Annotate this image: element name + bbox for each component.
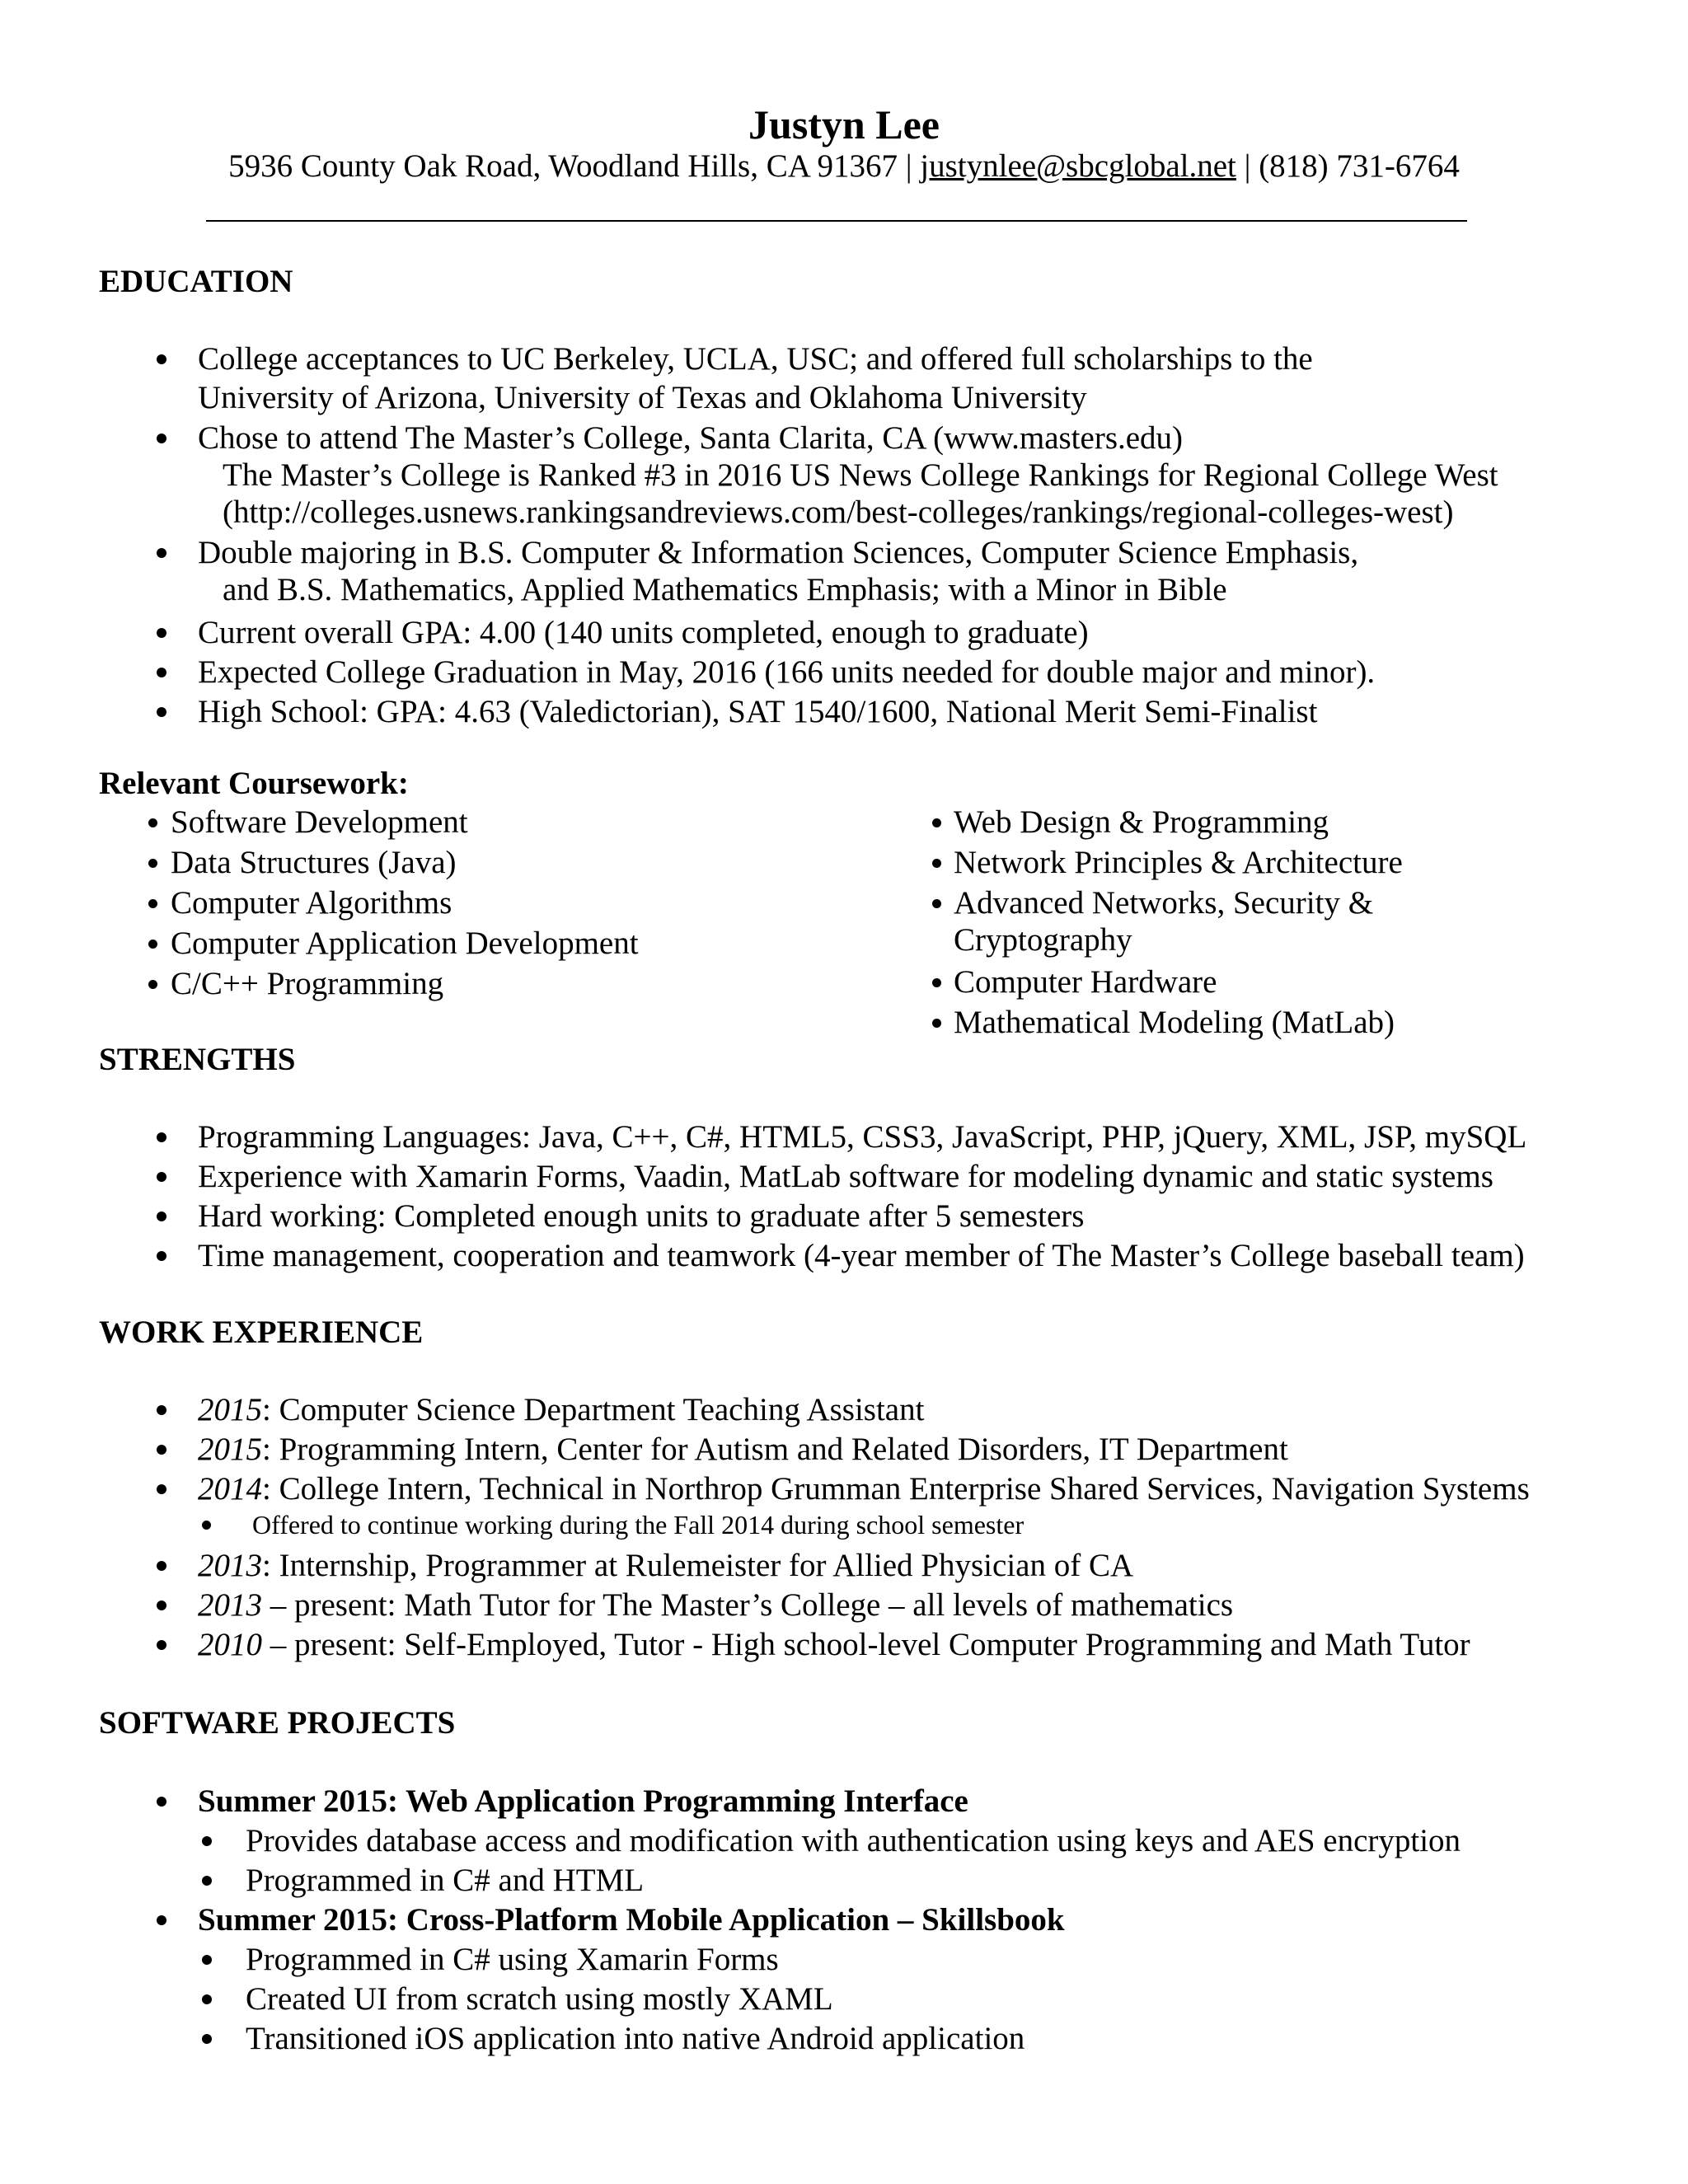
header-divider — [206, 220, 1467, 222]
coursework-item: Computer Hardware — [954, 964, 1217, 1000]
project-detail: Created UI from scratch using mostly XAML — [246, 1981, 833, 2017]
bullet-icon — [157, 1405, 166, 1415]
bullet-icon — [157, 1212, 166, 1221]
work-text: : Programming Intern, Center for Autism and Related Disorders, IT Department — [262, 1432, 1288, 1467]
education-item-cont: (http://colleges.usnews.rankingsandreviews.com/best-colleges/rankings/regional-colleges-west) — [223, 494, 1454, 530]
bullet-icon — [157, 628, 166, 638]
work-year: 2013 — [198, 1548, 262, 1583]
work-item — [198, 1430, 1288, 1469]
work-year: 2010 — [198, 1627, 262, 1662]
email-link[interactable]: justynlee@sbcglobal.net — [920, 148, 1236, 184]
bullet-icon — [157, 1445, 166, 1455]
bullet-icon — [148, 940, 157, 949]
coursework-item: Mathematical Modeling (MatLab) — [954, 1005, 1395, 1040]
strengths-heading: STRENGTHS — [99, 1042, 296, 1077]
education-item-cont: The Master’s College is Ranked #3 in 2016 US News College Rankings for Regional College West — [223, 457, 1498, 493]
work-year: 2014 — [198, 1471, 262, 1507]
project-detail: Programmed in C# using Xamarin Forms — [246, 1942, 779, 1977]
project-title: Summer 2015: Web Application Programming Interface — [198, 1783, 968, 1819]
bullet-icon — [932, 859, 941, 868]
work-year: 2015 — [198, 1392, 262, 1427]
phone-text: | (818) 731-6764 — [1236, 148, 1460, 184]
education-item-cont: University of Arizona, University of Texas and Oklahoma University — [198, 380, 1087, 415]
work-text: : Computer Science Department Teaching Assistant — [262, 1392, 925, 1427]
bullet-icon — [157, 1251, 166, 1261]
education-item: College acceptances to UC Berkeley, UCLA, USC; and offered full scholarships to the — [198, 341, 1313, 377]
work-item — [198, 1625, 1470, 1665]
bullet-icon — [157, 1132, 166, 1142]
work-item — [198, 1586, 1233, 1625]
bullet-icon — [202, 1955, 212, 1965]
bullet-icon — [932, 818, 941, 827]
work-year: 2015 — [198, 1432, 262, 1467]
education-item: Double majoring in B.S. Computer & Information Sciences, Computer Science Emphasis, — [198, 535, 1359, 570]
address-text: 5936 County Oak Road, Woodland Hills, CA 91367 | — [228, 148, 921, 184]
coursework-item: Web Design & Programming — [954, 804, 1329, 840]
bullet-icon — [148, 899, 157, 908]
bullet-icon — [202, 1876, 212, 1886]
education-item-cont: and B.S. Mathematics, Applied Mathematics Emphasis; with a Minor in Bible — [223, 572, 1227, 607]
coursework-item: Network Principles & Architecture — [954, 845, 1403, 880]
bullet-icon — [157, 434, 166, 443]
education-heading: EDUCATION — [99, 264, 293, 299]
strength-item: Programming Languages: Java, C++, C#, HTML5, CSS3, JavaScript, PHP, jQuery, XML, JSP, mySQL — [198, 1119, 1527, 1155]
bullet-icon — [157, 1915, 166, 1925]
bullet-icon — [148, 818, 157, 827]
projects-heading: SOFTWARE PROJECTS — [99, 1705, 456, 1741]
work-text: : College Intern, Technical in Northrop Grumman Enterprise Shared Services, Navigation Systems — [262, 1471, 1530, 1507]
bullet-icon — [932, 899, 941, 908]
education-item: Current overall GPA: 4.00 (140 units completed, enough to graduate) — [198, 615, 1089, 650]
work-heading: WORK EXPERIENCE — [99, 1315, 424, 1350]
bullet-icon — [202, 1994, 212, 2004]
bullet-icon — [202, 1836, 212, 1846]
strength-item: Hard working: Completed enough units to graduate after 5 semesters — [198, 1198, 1085, 1234]
bullet-icon — [148, 980, 157, 989]
bullet-icon — [148, 859, 157, 868]
resume-name: Justyn Lee — [748, 101, 940, 148]
project-detail: Programmed in C# and HTML — [246, 1863, 645, 1898]
work-subitem: Offered to continue working during the Fall 2014 during school semester — [252, 1510, 1025, 1540]
project-detail: Provides database access and modification with authentication using keys and AES encryption — [246, 1823, 1461, 1858]
education-item: High School: GPA: 4.63 (Valedictorian), SAT 1540/1600, National Merit Semi-Finalist — [198, 694, 1318, 729]
work-text: – present: Math Tutor for The Master’s College – all levels of mathematics — [262, 1587, 1234, 1623]
coursework-heading: Relevant Coursework: — [99, 766, 409, 801]
coursework-item: C/C++ Programming — [171, 966, 444, 1001]
education-item: Chose to attend The Master’s College, Santa Clarita, CA (www.masters.edu) — [198, 420, 1184, 456]
coursework-item: Data Structures (Java) — [171, 845, 457, 880]
bullet-icon — [157, 1640, 166, 1650]
coursework-item: Computer Algorithms — [171, 885, 452, 921]
bullet-icon — [932, 978, 941, 987]
coursework-item: Software Development — [171, 804, 468, 840]
coursework-item: Computer Application Development — [171, 926, 639, 961]
strength-item: Time management, cooperation and teamwork (4-year member of The Master’s College baseball team) — [198, 1238, 1525, 1273]
bullet-icon — [202, 2034, 212, 2044]
work-item — [198, 1546, 1133, 1586]
coursework-item-cont: Cryptography — [954, 922, 1132, 958]
coursework-item: Advanced Networks, Security & — [954, 885, 1374, 921]
project-title: Summer 2015: Cross-Platform Mobile Application – Skillsbook — [198, 1902, 1065, 1938]
bullet-icon — [202, 1521, 211, 1530]
work-text: – present: Self-Employed, Tutor - High school-level Computer Programming and Math Tutor — [262, 1627, 1470, 1662]
bullet-icon — [157, 548, 166, 558]
work-item — [198, 1390, 924, 1430]
education-item: Expected College Graduation in May, 2016 (166 units needed for double major and minor). — [198, 654, 1376, 690]
bullet-icon — [157, 1172, 166, 1182]
work-text: : Internship, Programmer at Rulemeister for Allied Physician of CA — [262, 1548, 1134, 1583]
work-year: 2013 — [198, 1587, 262, 1623]
bullet-icon — [157, 1797, 166, 1807]
bullet-icon — [157, 354, 166, 364]
bullet-icon — [157, 707, 166, 717]
project-detail: Transitioned iOS application into native Android application — [246, 2021, 1025, 2056]
strength-item: Experience with Xamarin Forms, Vaadin, MatLab software for modeling dynamic and static systems — [198, 1159, 1493, 1194]
bullet-icon — [157, 1561, 166, 1571]
work-item — [198, 1469, 1530, 1509]
bullet-icon — [157, 1601, 166, 1610]
contact-line — [0, 147, 1688, 186]
bullet-icon — [157, 1484, 166, 1494]
bullet-icon — [932, 1019, 941, 1028]
bullet-icon — [157, 668, 166, 677]
